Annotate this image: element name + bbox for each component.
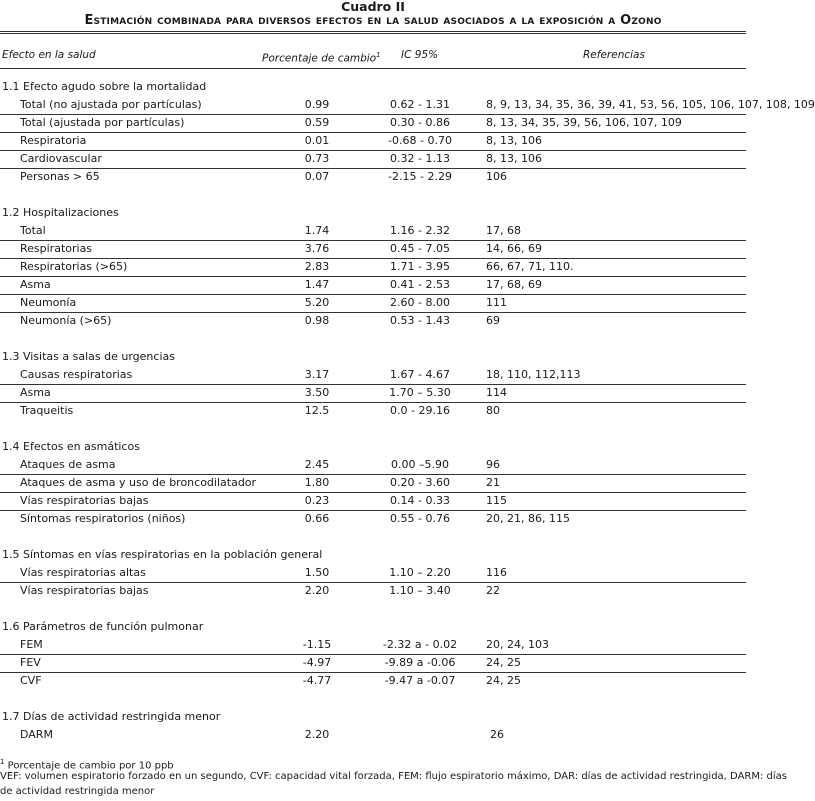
table-row [0, 726, 746, 744]
cell-refs: 18, 110, 112,113 [486, 368, 581, 381]
cell-effect: Respiratoria [20, 134, 87, 147]
section-heading: 1.5 Síntomas en vías respiratorias en la población general [2, 548, 323, 561]
cell-percent: 0.01 [304, 134, 330, 147]
section-heading: 1.3 Visitas a salas de urgencias [2, 350, 175, 363]
abbreviations-line-2: de actividad restringida menor [0, 786, 155, 797]
cell-percent: 2.45 [304, 458, 330, 471]
cell-ci: 1.10 – 3.40 [389, 584, 451, 597]
header-percent-label: Porcentaje de cambio [262, 52, 377, 65]
cell-percent: 1.50 [304, 566, 330, 579]
cell-refs: 96 [486, 458, 500, 471]
cell-ci: 1.10 – 2.20 [389, 566, 451, 579]
table-row [0, 294, 746, 313]
cell-ci: 0.53 - 1.43 [390, 314, 450, 327]
top-rule [0, 31, 746, 32]
cell-ci: -0.68 - 0.70 [388, 134, 452, 147]
cell-refs: 22 [486, 584, 500, 597]
cell-ci: 0.0 - 29.16 [390, 404, 450, 417]
cell-percent: -1.15 [302, 638, 332, 651]
header-percent [262, 48, 381, 66]
table-row [0, 312, 746, 330]
header-rule [0, 68, 746, 69]
cell-ci: 1.16 - 2.32 [390, 224, 450, 237]
cell-percent: -4.97 [302, 656, 332, 669]
cell-effect: Ataques de asma y uso de broncodilatador [20, 476, 257, 489]
table-subtitle: Estimación combinada para diversos efectos en la salud asociados a la exposición a Ozono [84, 13, 662, 28]
cell-percent: -4.77 [302, 674, 332, 687]
cell-percent: 3.76 [304, 242, 330, 255]
cell-ci: 0.30 - 0.86 [390, 116, 450, 129]
top-rule-double [0, 33, 746, 34]
table-row [0, 366, 746, 385]
cell-refs: 8, 13, 106 [486, 152, 542, 165]
cell-percent: 2.20 [304, 728, 330, 741]
cell-ci: 1.67 - 4.67 [390, 368, 450, 381]
cell-effect: Cardiovascular [20, 152, 102, 165]
table-row [0, 582, 746, 600]
cell-effect: FEV [20, 656, 41, 669]
cell-percent: 2.83 [304, 260, 330, 273]
cell-percent: 1.47 [304, 278, 330, 291]
cell-refs: 80 [486, 404, 500, 417]
cell-ci: -2.15 - 2.29 [388, 170, 452, 183]
table-row [0, 564, 746, 583]
cell-percent: 1.74 [304, 224, 330, 237]
cell-effect: Neumonía [20, 296, 77, 309]
cell-refs: 114 [486, 386, 507, 399]
section-heading: 1.6 Parámetros de función pulmonar [2, 620, 204, 633]
section-heading: 1.2 Hospitalizaciones [2, 206, 119, 219]
cell-ci: 1.71 - 3.95 [390, 260, 450, 273]
table-row [0, 654, 746, 673]
table-row [0, 168, 746, 186]
cell-effect: Ataques de asma [20, 458, 116, 471]
table-row [0, 222, 746, 241]
cell-percent: 0.98 [304, 314, 330, 327]
cell-ci: 1.70 – 5.30 [389, 386, 451, 399]
cell-effect: Vías respiratorias altas [20, 566, 146, 579]
cell-ci: 2.60 - 8.00 [390, 296, 450, 309]
cell-effect: Total [20, 224, 46, 237]
cell-refs: 21 [486, 476, 500, 489]
cell-effect: Asma [20, 386, 51, 399]
cell-percent: 12.5 [304, 404, 330, 417]
abbreviations-line-1: VEF: volumen espiratorio forzado en un segundo, CVF: capacidad vital forzada, FEM: flujo espiratorio máximo, DAR: días de actividad restringida, DARM: días [0, 771, 787, 782]
cell-effect: Causas respiratorias [20, 368, 133, 381]
cell-percent: 0.99 [304, 98, 330, 111]
cell-ci: 0.00 –5.90 [391, 458, 449, 471]
cell-refs: 14, 66, 69 [486, 242, 542, 255]
cell-percent: 2.20 [304, 584, 330, 597]
table-row [0, 96, 815, 115]
table-row [0, 114, 746, 133]
table-row [0, 240, 746, 259]
cell-effect: Personas > 65 [20, 170, 100, 183]
cell-ci: 0.20 - 3.60 [390, 476, 450, 489]
cell-ci: -2.32 a - 0.02 [382, 638, 458, 651]
cell-refs: 8, 13, 106 [486, 134, 542, 147]
cell-effect: Total (no ajustada por partículas) [20, 98, 202, 111]
table-row [0, 492, 746, 511]
cell-refs: 20, 24, 103 [486, 638, 549, 651]
cell-effect: Respiratorias [20, 242, 93, 255]
table-title: Cuadro II [341, 0, 405, 14]
cell-refs: 115 [486, 494, 507, 507]
table-row [0, 132, 746, 151]
cell-percent: 0.07 [304, 170, 330, 183]
cell-percent: 3.17 [304, 368, 330, 381]
cell-effect: Traqueitis [20, 404, 74, 417]
cell-percent: 1.80 [304, 476, 330, 489]
cell-ci: -9.89 a -0.06 [384, 656, 456, 669]
cell-ci: 0.45 - 7.05 [390, 242, 450, 255]
cell-ci: -9.47 a -0.07 [384, 674, 456, 687]
cell-effect: Vías respiratorias bajas [20, 584, 149, 597]
cell-effect: Síntomas respiratorios (niños) [20, 512, 186, 525]
cell-effect: Respiratorias (>65) [20, 260, 128, 273]
table-row [0, 456, 746, 475]
cell-effect: Neumonía (>65) [20, 314, 112, 327]
header-refs: Referencias [583, 49, 645, 61]
cell-refs: 8, 13, 34, 35, 39, 56, 106, 107, 109 [486, 116, 682, 129]
header-effect: Efecto en la salud [2, 49, 96, 61]
cell-percent: 0.73 [304, 152, 330, 165]
cell-effect: DARM [20, 728, 53, 741]
cell-percent: 0.66 [304, 512, 330, 525]
table-row [0, 636, 746, 655]
header-percent-footnote-mark: 1 [376, 51, 381, 59]
table-row [0, 150, 746, 169]
table-row [0, 384, 746, 403]
cell-refs: 24, 25 [486, 674, 521, 687]
cell-ci: 0.14 - 0.33 [390, 494, 450, 507]
cell-refs: 17, 68, 69 [486, 278, 542, 291]
cell-effect: Total (ajustada por partículas) [20, 116, 185, 129]
cell-ci: 0.55 - 0.76 [390, 512, 450, 525]
cell-refs: 8, 9, 13, 34, 35, 36, 39, 41, 53, 56, 105, 106, 107, 108, 109 [486, 98, 815, 111]
cell-ci: 0.62 - 1.31 [390, 98, 450, 111]
header-ci: IC 95% [401, 49, 439, 61]
footnote-1-text: Porcentaje de cambio por 10 ppb [4, 760, 174, 772]
cell-ci: 0.32 - 1.13 [390, 152, 450, 165]
cell-refs: 17, 68 [486, 224, 521, 237]
section-heading: 1.4 Efectos en asmáticos [2, 440, 140, 453]
section-heading: 1.1 Efecto agudo sobre la mortalidad [2, 80, 207, 93]
cell-refs: 111 [486, 296, 507, 309]
cell-refs: 116 [486, 566, 507, 579]
cell-percent: 3.50 [304, 386, 330, 399]
table-row [0, 276, 746, 295]
cell-refs: 106 [486, 170, 507, 183]
cell-refs: 24, 25 [486, 656, 521, 669]
cell-percent: 5.20 [304, 296, 330, 309]
section-heading: 1.7 Días de actividad restringida menor [2, 710, 221, 723]
table-row [0, 672, 746, 690]
cell-effect: FEM [20, 638, 43, 651]
cell-refs: 66, 67, 71, 110. [486, 260, 574, 273]
cell-percent: 0.59 [304, 116, 330, 129]
table-row [0, 402, 746, 420]
table-row [0, 258, 746, 277]
cell-effect: Vías respiratorias bajas [20, 494, 149, 507]
cell-percent: 0.23 [304, 494, 330, 507]
cell-refs: 20, 21, 86, 115 [486, 512, 570, 525]
table-row [0, 474, 746, 493]
cell-refs: 69 [486, 314, 500, 327]
cell-refs: 26 [490, 728, 504, 741]
cell-effect: CVF [20, 674, 42, 687]
footnote-1-mark: 1 [0, 758, 5, 766]
cell-ci: 0.41 - 2.53 [390, 278, 450, 291]
table-row [0, 510, 746, 528]
cell-effect: Asma [20, 278, 51, 291]
